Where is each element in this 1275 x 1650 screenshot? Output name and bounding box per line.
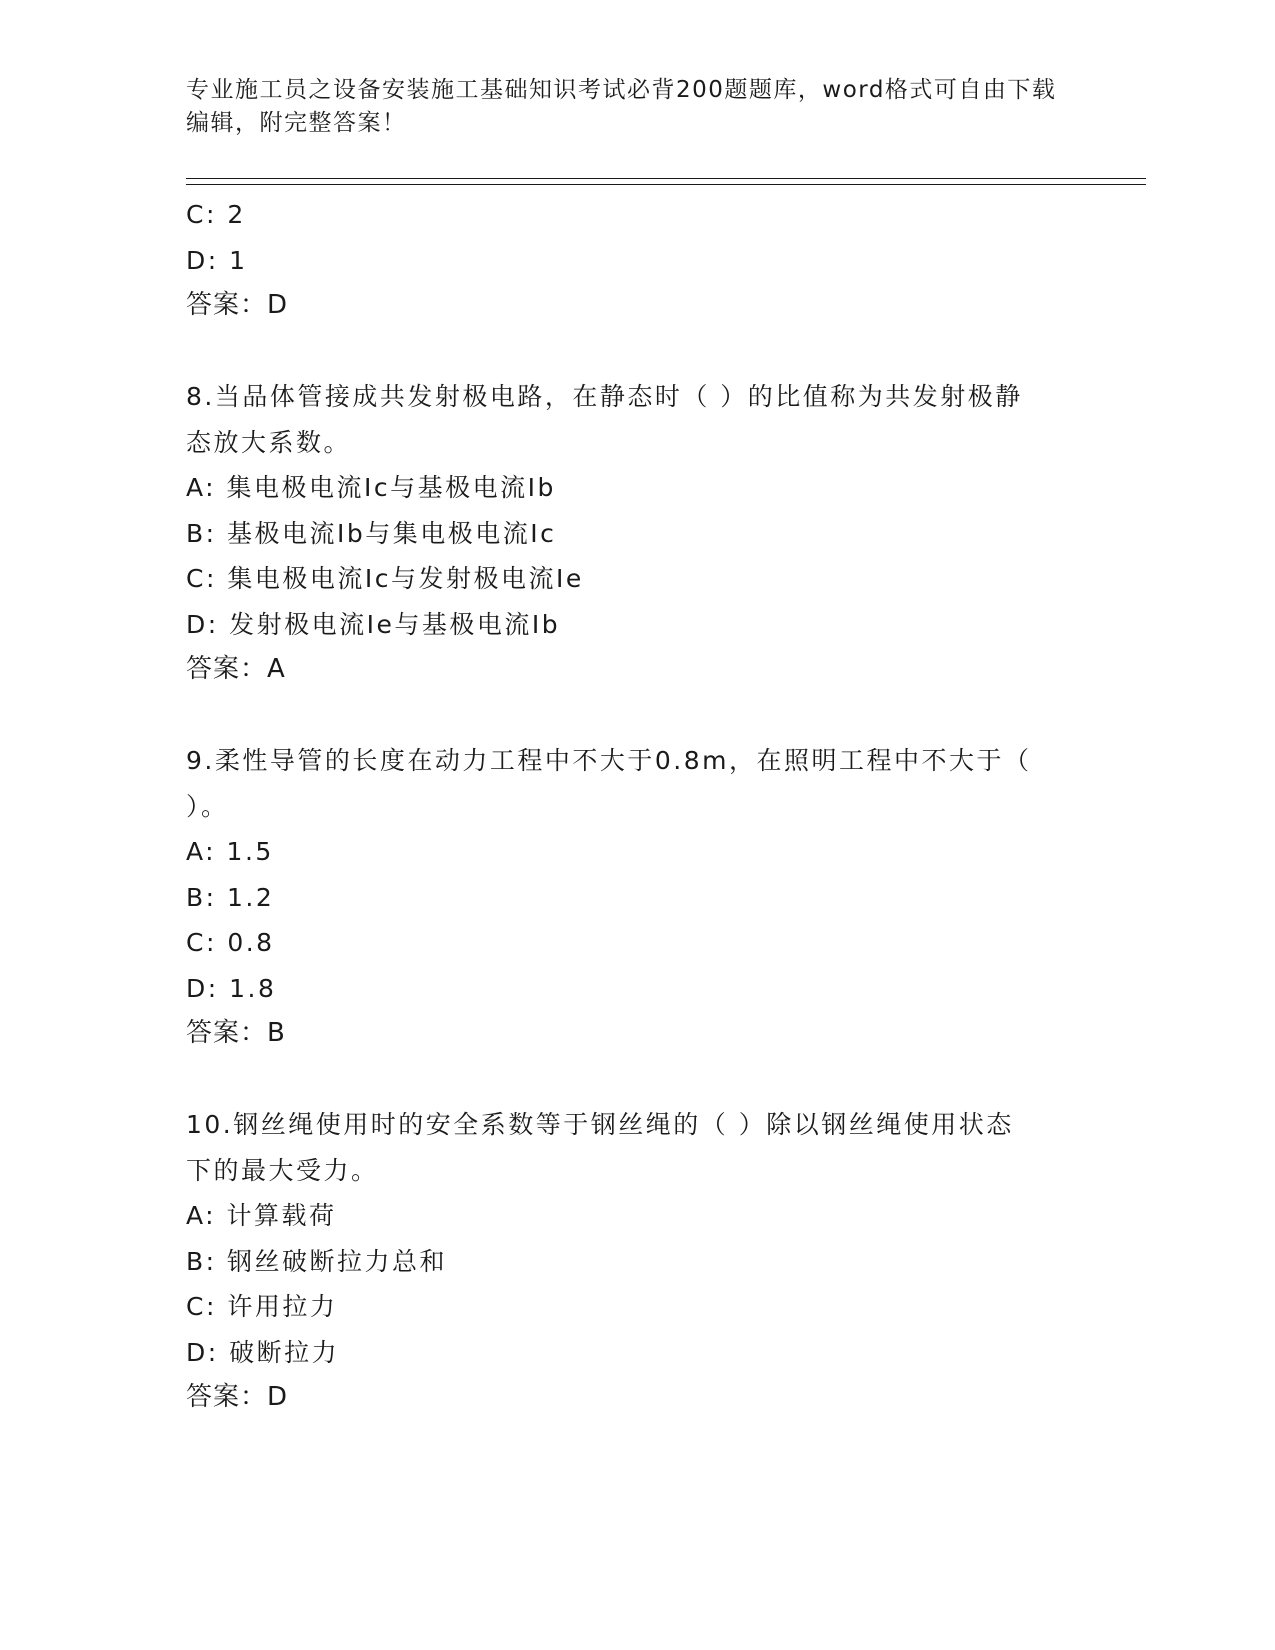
question-8 bbox=[186, 374, 1086, 693]
question-text-line: 8.当品体管接成共发射极电路，在静态时（ ）的比值称为共发射极静 bbox=[186, 382, 1023, 411]
question-text-line: 下的最大受力。 bbox=[186, 1155, 379, 1185]
spacer bbox=[186, 1057, 1086, 1103]
question-text-line: ）。 bbox=[186, 791, 229, 821]
option-d: D: 1 bbox=[186, 245, 248, 275]
question-carryover bbox=[186, 192, 1086, 329]
option-c: C: 0.8 bbox=[186, 928, 275, 957]
header-title-line-1: 专业施工员之设备安装施工基础知识考试必背200题题库，word格式可自由下载 bbox=[186, 77, 1057, 103]
answer-line: 答案：D bbox=[186, 290, 289, 320]
spacer bbox=[186, 329, 1086, 375]
option-b: B: 1.2 bbox=[186, 882, 275, 912]
option-b: B: 钢丝破断拉力总和 bbox=[186, 1246, 448, 1276]
option-a: A: 计算载荷 bbox=[186, 1201, 337, 1230]
option-d: D: 破断拉力 bbox=[186, 1337, 340, 1367]
option-b: B: 基极电流Ib与集电极电流Ic bbox=[186, 518, 557, 548]
option-c: C: 2 bbox=[186, 200, 246, 229]
answer-line: 答案：B bbox=[186, 1018, 286, 1048]
spacer bbox=[186, 693, 1086, 739]
header-title-line-2: 编辑，附完整答案！ bbox=[186, 110, 407, 136]
question-text-line: 态放大系数。 bbox=[186, 427, 352, 457]
question-text-line: 9.柔性导管的长度在动力工程中不大于0.8m，在照明工程中不大于（ bbox=[186, 746, 1032, 775]
question-text-line: 10.钢丝绳使用时的安全系数等于钢丝绳的（ ）除以钢丝绳使用状态 bbox=[186, 1110, 1014, 1139]
option-d: D: 1.8 bbox=[186, 973, 277, 1003]
document-header bbox=[186, 74, 1086, 140]
option-c: C: 集电极电流Ic与发射极电流Ie bbox=[186, 564, 584, 593]
answer-line: 答案：A bbox=[186, 654, 286, 684]
option-c: C: 许用拉力 bbox=[186, 1292, 338, 1321]
answer-line: 答案：D bbox=[186, 1382, 289, 1412]
option-a: A: 集电极电流Ic与基极电流Ib bbox=[186, 473, 556, 502]
option-a: A: 1.5 bbox=[186, 837, 274, 866]
option-d: D: 发射极电流Ie与基极电流Ib bbox=[186, 609, 561, 639]
question-10 bbox=[186, 1102, 1086, 1421]
question-9 bbox=[186, 738, 1086, 1057]
question-content bbox=[186, 192, 1086, 1421]
header-divider bbox=[186, 178, 1146, 185]
